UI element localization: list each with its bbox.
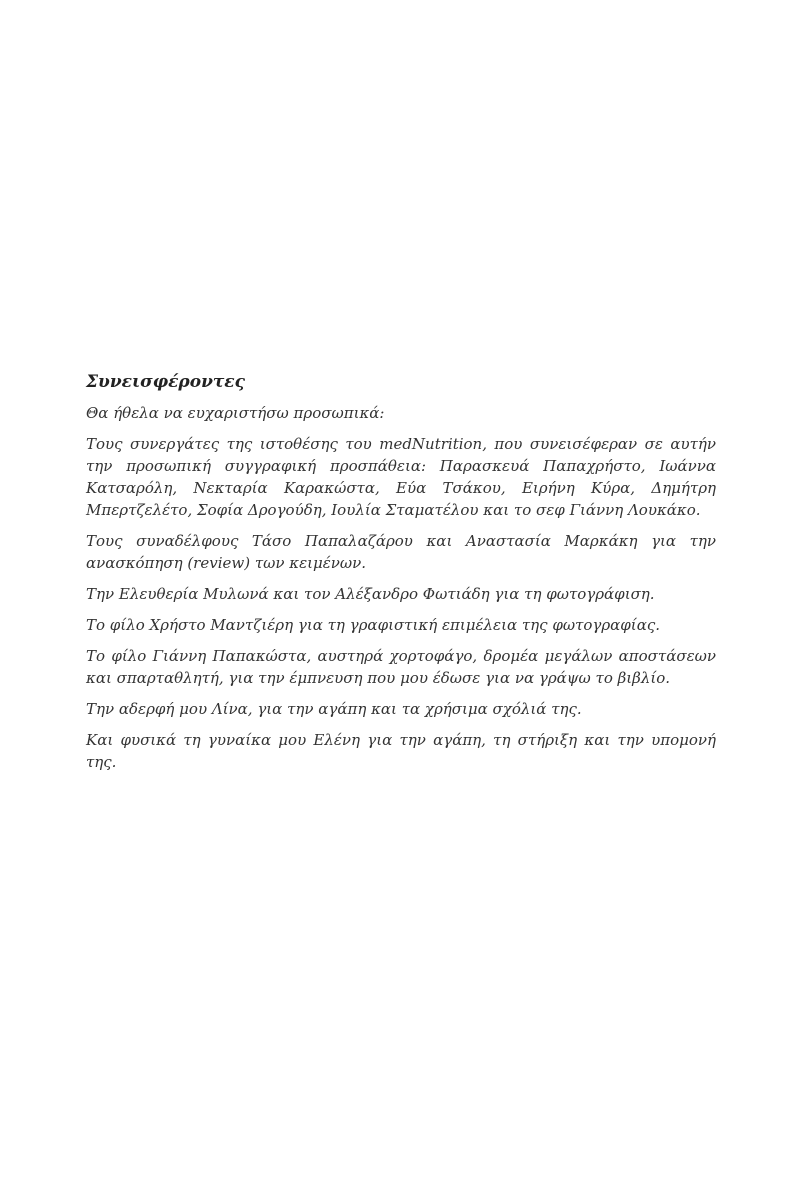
paragraph-sister: Την αδερφή μου Λίνα, για την αγάπη και τα χρήσιμα σχόλιά της. — [86, 700, 582, 718]
intro-paragraph: Θα ήθελα να ευχαριστήσω προσωπικά: — [86, 404, 385, 422]
acknowledgements-section — [86, 370, 716, 782]
paragraph-inspiration: Το φίλο Γιάννη Παπακώστα, αυστηρά χορτοφάγο, δρομέα μεγάλων αποστάσεων και σπαρταθλητή, για την έμπνευση που μου έδωσε για να γράψω το βιβλίο. — [86, 647, 716, 687]
paragraph-photography: Την Ελευθερία Μυλωνά και τον Αλέξανδρο Φωτιάδη για τη φωτογράφιση. — [86, 585, 655, 603]
paragraph-wife: Και φυσικά τη γυναίκα μου Ελένη για την αγάπη, τη στήριξη και την υπομονή της. — [86, 731, 716, 771]
paragraph-collaborators: Τους συνεργάτες της ιστοθέσης του medNutrition, που συνεισέφεραν σε αυτήν την προσωπική συγγραφική προσπάθεια: Παρασκευά Παπαχρήστο, Ιωάννα Κατσαρόλη, Νεκταρία Καρακώστα, Εύα Τσάκου, Ειρήνη Κύρα, Δημήτρη Μπερτζελέτο, Σοφία Δρογούδη, Ιουλία Σταματέλου και το σεφ Γιάννη Λουκάκο. — [86, 435, 716, 519]
section-heading: Συνεισφέροντες — [86, 372, 245, 392]
paragraph-reviewers: Τους συναδέλφους Τάσο Παπαλαζάρου και Αναστασία Μαρκάκη για την ανασκόπηση (review) των κειμένων. — [86, 532, 716, 572]
paragraph-graphic-design: Το φίλο Χρήστο Μαντζιέρη για τη γραφιστική επιμέλεια της φωτογραφίας. — [86, 616, 660, 634]
